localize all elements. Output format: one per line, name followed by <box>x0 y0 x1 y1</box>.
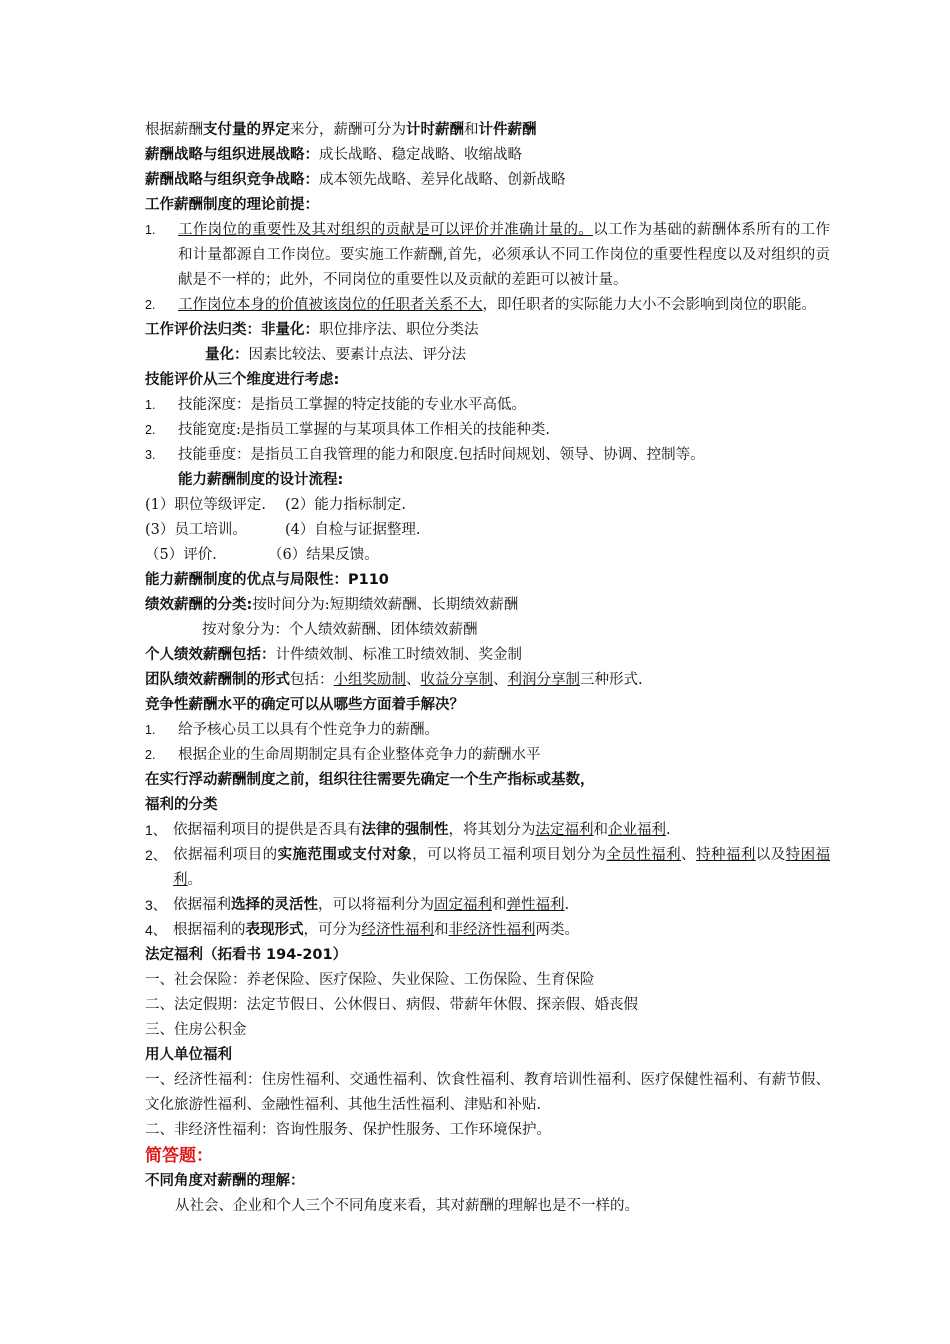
text: ，将其划分为 <box>448 822 536 838</box>
text: . <box>666 822 671 838</box>
list-item <box>145 893 830 918</box>
paragraph: 二、法定假期：法定节假日、公休假日、病假、带薪年休假、探亲假、婚丧假 <box>145 997 638 1013</box>
bold-term: 个人绩效薪酬包括： <box>145 647 276 663</box>
text: 以工作为基础的薪酬体系所有的工作和计量都源自工作岗位。要实施工作薪酬,首先，必须承认不同工作岗位的重要性程度以及对组织的贡献是不一样的；此外，不同岗位的重要性以及贡献的差距可以被计量。 <box>178 222 831 288</box>
document-page <box>145 118 830 1219</box>
list-item <box>145 443 830 468</box>
flow-step: (1）职位等级评定. <box>145 497 266 513</box>
underlined-text: 全员性福利 <box>606 847 682 863</box>
underlined-text: 固定福利 <box>434 897 492 913</box>
text: ，可分为 <box>303 922 362 938</box>
text: 成本领先战略、差异化战略、创新战略 <box>319 172 566 188</box>
underlined-text: 利润分享制 <box>507 672 580 688</box>
performance-pay-line: 按对象分为：个人绩效薪酬、团体绩效薪酬 <box>202 622 478 638</box>
team-pay-line <box>145 668 830 693</box>
section-heading: 能力薪酬制度的设计流程: <box>178 472 344 488</box>
underlined-text: 企业福利 <box>608 822 666 838</box>
text: 来分，薪酬可分为 <box>290 122 406 138</box>
underlined-text: 小组奖励制 <box>333 672 406 688</box>
bold-term: 计件薪酬 <box>478 122 537 138</box>
text: 和 <box>593 822 608 838</box>
bold-term: 支付量的界定 <box>203 122 290 138</box>
underlined-text: 特种福利 <box>696 847 756 863</box>
paragraph: 一、经济性福利：住房性福利、交通性福利、饮食性福利、教育培训性福利、医疗保健性福利、有薪节假、文化旅游性福利、金融性福利、其他生活性福利、津贴和补贴. <box>145 1072 830 1113</box>
text: 成长战略、稳定战略、收缩战略 <box>319 147 522 163</box>
list-text: 给予核心员工以具有个性竞争力的薪酬。 <box>178 722 439 738</box>
list-item <box>145 743 830 768</box>
underlined-text: 弹性福利 <box>506 897 565 913</box>
text: ，可以将福利分为 <box>318 897 434 913</box>
text: 和 <box>492 897 507 913</box>
text: 三种形式. <box>580 672 643 688</box>
section-heading: 不同角度对薪酬的理解： <box>145 1173 305 1189</box>
strategy-development-line <box>145 143 830 168</box>
section-heading: 福利的分类 <box>145 797 218 813</box>
list-text: 技能垂度：是指员工自我管理的能力和限度.包括时间规划、领导、协调、控制等。 <box>178 447 705 463</box>
list-text <box>178 218 830 293</box>
bold-term: 量化： <box>205 347 249 363</box>
list-text <box>173 818 830 843</box>
list-number: 3. <box>145 448 156 462</box>
underlined-text: 工作岗位的重要性及其对组织的贡献是可以评价并准确计量的。 <box>178 222 594 238</box>
list-number: 4、 <box>145 922 167 938</box>
text: 两类。 <box>535 922 579 938</box>
list-number: 2. <box>145 748 156 762</box>
text: 包括： <box>290 672 334 688</box>
underlined-text: 法定福利 <box>535 822 594 838</box>
bold-term: 法律的强制性 <box>361 822 449 838</box>
paragraph: 三、住房公积金 <box>145 1022 247 1038</box>
list-number: 2. <box>145 298 156 312</box>
text: 因素比较法、要素计点法、评分法 <box>248 347 466 363</box>
section-heading: 用人单位福利 <box>145 1047 232 1063</box>
text: 职位排序法、职位分类法 <box>319 322 479 338</box>
paragraph: 二、非经济性福利：咨询性服务、保护性服务、工作环境保护。 <box>145 1122 551 1138</box>
paragraph: 一、社会保险：养老保险、医疗保险、失业保险、工伤保险、生育保险 <box>145 972 595 988</box>
flow-step: （6）结果反馈。 <box>268 547 379 563</box>
list-number: 1、 <box>145 822 167 838</box>
text: 和 <box>434 922 449 938</box>
list-item <box>145 818 830 843</box>
bold-term: 绩效薪酬的分类: <box>145 597 253 613</box>
section-heading: 在实行浮动薪酬制度之前，组织往往需要先确定一个生产指标或基数， <box>145 772 595 788</box>
performance-pay-line <box>145 593 830 618</box>
list-item <box>145 393 830 418</box>
flow-step-line <box>145 518 830 543</box>
list-item <box>145 218 830 293</box>
underlined-text: 收益分享制 <box>420 672 493 688</box>
list-item <box>145 718 830 743</box>
flow-step-line <box>145 543 830 568</box>
text: 按时间分为:短期绩效薪酬、长期绩效薪酬 <box>252 597 519 613</box>
list-number: 2. <box>145 423 156 437</box>
text: 以及 <box>755 847 786 863</box>
text: 依据福利项目的提供是否具有 <box>173 822 362 838</box>
list-text: 技能深度：是指员工掌握的特定技能的专业水平高低。 <box>178 397 526 413</box>
list-text <box>178 293 830 318</box>
text: ，可以将员工福利项目划分为 <box>412 847 607 863</box>
bold-term: 选择的灵活性 <box>231 897 318 913</box>
section-heading: 法定福利（拓看书 194-201） <box>145 947 348 963</box>
list-item <box>145 843 830 893</box>
text: 依据福利 <box>173 897 231 913</box>
strategy-competition-line <box>145 168 830 193</box>
section-heading: 技能评价从三个维度进行考虑: <box>145 372 340 388</box>
list-number: 1. <box>145 398 156 412</box>
list-text <box>173 893 830 918</box>
list-item <box>145 918 830 943</box>
text: 和 <box>464 122 479 138</box>
underlined-text: 工作岗位本身的价值被该岗位的任职者关系不大 <box>178 297 483 313</box>
text: 根据薪酬 <box>145 122 203 138</box>
flow-step-line <box>145 493 830 518</box>
list-text <box>173 843 830 893</box>
individual-pay-line <box>145 643 830 668</box>
bold-term: 薪酬战略与组织竞争战略： <box>145 172 319 188</box>
section-heading: 能力薪酬制度的优点与局限性：P110 <box>145 572 389 588</box>
bold-term: 团队绩效薪酬制的形式 <box>145 672 290 688</box>
list-number: 2、 <box>145 847 167 863</box>
text: 根据福利的 <box>173 922 246 938</box>
evaluation-method-line <box>145 318 830 343</box>
text: . <box>564 897 570 913</box>
flow-step: (2）能力指标制定. <box>285 497 406 513</box>
bold-term: 表现形式 <box>245 922 304 938</box>
list-text: 根据企业的生命周期制定具有企业整体竞争力的薪酬水平 <box>178 747 541 763</box>
list-number: 3、 <box>145 897 167 913</box>
section-heading: 工作薪酬制度的理论前提： <box>145 197 319 213</box>
flow-step: (4）自检与证据整理. <box>285 522 421 538</box>
list-item <box>145 418 830 443</box>
list-number: 1. <box>145 223 156 237</box>
paragraph: 从社会、企业和个人三个不同角度来看，其对薪酬的理解也是不一样的。 <box>175 1198 639 1214</box>
bold-term: 计时薪酬 <box>406 122 464 138</box>
text: ，即任职者的实际能力大小不会影响到岗位的职能。 <box>482 297 816 313</box>
pay-classification-line <box>145 118 830 143</box>
evaluation-method-line <box>145 343 830 368</box>
text: 。 <box>187 872 202 888</box>
text: 、 <box>406 672 421 688</box>
text: 计件绩效制、标准工时绩效制、奖金制 <box>275 647 522 663</box>
list-text <box>173 918 830 943</box>
short-answer-heading: 简答题： <box>145 1146 213 1166</box>
list-text: 技能宽度:是指员工掌握的与某项具体工作相关的技能种类. <box>178 422 550 438</box>
flow-step: （5）评价. <box>145 547 217 563</box>
underlined-text: 特困福利 <box>173 847 831 888</box>
section-heading: 竞争性薪酬水平的确定可以从哪些方面着手解决？ <box>145 697 464 713</box>
flow-step: (3）员工培训。 <box>145 522 247 538</box>
list-item <box>145 293 830 318</box>
text: 、 <box>681 847 696 863</box>
text: 依据福利项目的 <box>173 847 278 863</box>
bold-term: 工作评价法归类：非量化： <box>145 322 319 338</box>
list-number: 1. <box>145 723 156 737</box>
underlined-text: 非经济性福利 <box>448 922 536 938</box>
bold-term: 薪酬战略与组织进展战略： <box>145 147 319 163</box>
bold-term: 实施范围或支付对象 <box>277 847 413 863</box>
text: 、 <box>493 672 508 688</box>
underlined-text: 经济性福利 <box>361 922 434 938</box>
